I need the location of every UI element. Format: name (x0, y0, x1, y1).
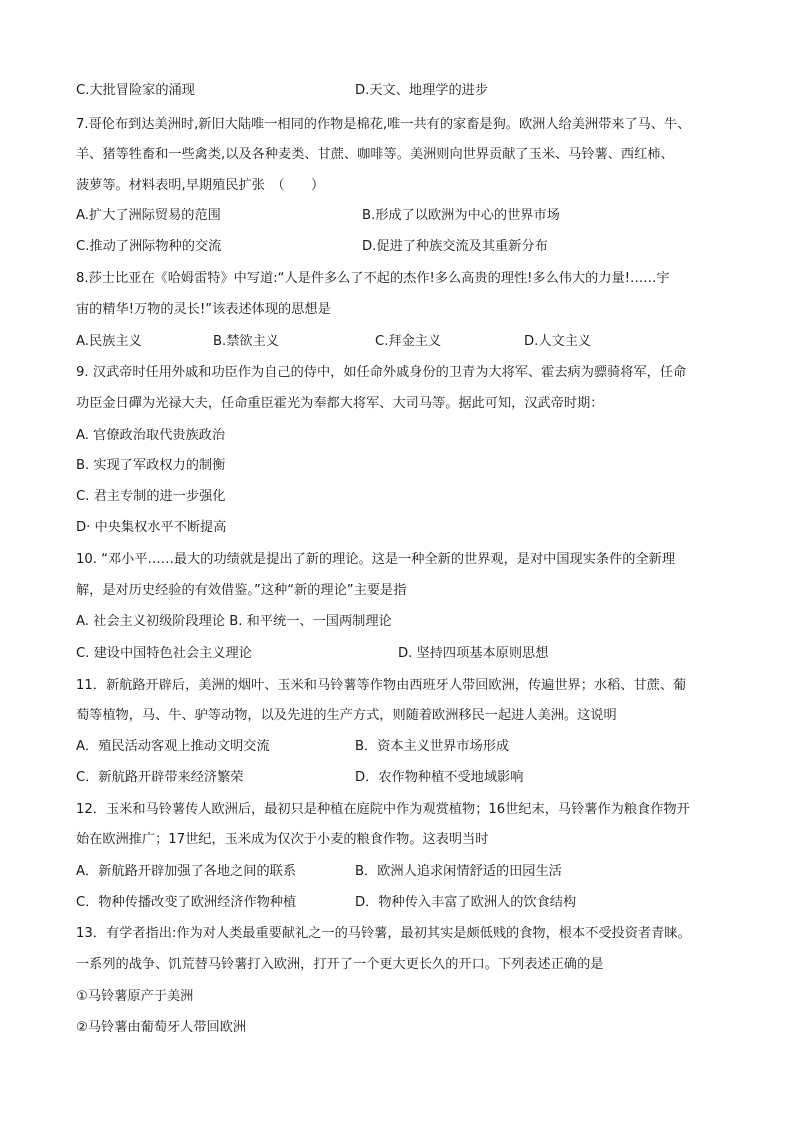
q7-option-a: A.扩大了洲际贸易的范围 (76, 208, 221, 223)
q8-option-b: B.禁欲主义 (213, 334, 279, 349)
q7-stem-line-1: 7.哥伦布到达美洲时,新旧大陆唯一相同的作物是棉花,唯一共有的家畜是狗。欧洲人给美洲带来了马、牛、 (76, 117, 691, 132)
q7-stem-line-3: 菠萝等。材料表明,早期殖民扩张 （ ） (76, 178, 325, 193)
q13-item-2: ②马铃薯由葡萄牙人带回欧洲 (76, 1020, 247, 1035)
q12-stem-line-1: 12．玉米和马铃薯传人欧洲后，最初只是种植在庭院中作为观赏植物；16世纪末，马铃薯作为粮食作物开 (76, 802, 690, 817)
q7-option-d: D.促进了种族交流及其重新分布 (362, 239, 548, 254)
q12-option-c: C．物种传播改变了欧洲经济作物种植 (76, 895, 297, 910)
q12-option-a: A．新航路开辟加强了各地之间的联系 (76, 864, 297, 879)
q13-stem-line-2: 一系列的战争、饥荒替马铃薯打入欧洲，打开了一个更大更长久的开口。下列表述正确的是 (76, 957, 604, 972)
q10-option-c: C. 建设中国特色社会主义理论 (76, 646, 252, 661)
q12-option-b: B．欧洲人追求闲情舒适的田园生活 (355, 864, 562, 879)
q8-option-d: D.人文主义 (524, 334, 592, 349)
q13-stem-line-1: 13．有学者指出:作为对人类最重要献礼之一的马铃薯，最初其实是颇低贱的食物，根本不受投资者青睐。 (76, 926, 691, 941)
q12-option-d: D．物种传入丰富了欧洲人的饮食结构 (355, 895, 577, 910)
q12-stem-line-2: 始在欧洲推广；17世纪，玉米成为仅次于小麦的粮食作物。这表明当时 (76, 832, 489, 847)
q10-option-d: D. 坚持四项基本原则思想 (398, 646, 549, 661)
q8-stem-line-1: 8.莎士比亚在《哈姆雷特》中写道:“人是件多么了不起的杰作!多么高贵的理性!多么伟大的力量!……宇 (76, 271, 670, 286)
q11-option-d: D．农作物种植不受地域影响 (355, 770, 524, 785)
q11-option-b: B．资本主义世界市场形成 (355, 739, 510, 754)
q7-stem-line-2: 羊、猪等牲畜和一些禽类,以及各种麦类、甘蔗、咖啡等。美洲则向世界贡献了玉米、马铃薯、西红柿、 (76, 147, 674, 162)
q11-option-a: A．殖民活动客观上推动文明交流 (76, 739, 270, 754)
q11-stem-line-2: 萄等植物，马、牛、驴等动物，以及先进的生产方式，则随着欧洲移民一起进人美洲。这说明 (76, 708, 617, 723)
q9-option-b: B. 实现了军政权力的制衡 (76, 458, 226, 473)
q8-stem-line-2: 宙的精华!万物的灵长!”该表述体现的思想是 (76, 302, 331, 317)
q6-option-c: C.大批冒险家的涌现 (76, 83, 195, 98)
q11-option-c: C．新航路开辟带来经济繁荣 (76, 770, 244, 785)
q9-stem-line-1: 9. 汉武帝时任用外戚和功臣作为自己的侍中，如任命外戚身份的卫青为大将军、霍去病为骠骑将军，任命 (76, 365, 687, 380)
q9-option-d: D· 中央集权水平不断提高 (76, 520, 227, 535)
q9-stem-line-2: 功臣金日磾为光禄大夫，任命重臣霍光为奉都大将军、大司马等。据此可知，汉武帝时期： (76, 396, 604, 411)
q8-option-c: C.拜金主义 (375, 334, 442, 349)
q10-stem-line-2: 解，是对历史经验的有效借鉴。”这种“新的理论”主要是指 (76, 583, 407, 598)
q6-option-d: D.天文、地理学的进步 (355, 83, 489, 98)
q7-option-c: C.推动了洲际物种的交流 (76, 239, 222, 254)
q9-option-c: C. 君主专制的进一步强化 (76, 489, 226, 504)
q11-stem-line-1: 11．新航路开辟后，美洲的烟叶、玉米和马铃薯等作物由西班牙人带回欧洲，传遍世界；水稻、甘蔗、葡 (76, 678, 687, 693)
q9-option-a: A. 官僚政治取代贵族政治 (76, 428, 226, 443)
q8-option-a: A.民族主义 (76, 334, 142, 349)
q13-item-1: ①马铃薯原产于美洲 (76, 989, 194, 1004)
q10-option-ab: A. 社会主义初级阶段理论 B. 和平统一、一国两制理论 (76, 614, 392, 629)
q10-stem-line-1: 10. “邓小平……最大的功绩就是提出了新的理论。这是一种全新的世界观，是对中国现实条件的全新理 (76, 552, 676, 567)
q7-option-b: B.形成了以欧洲为中心的世界市场 (362, 208, 560, 223)
